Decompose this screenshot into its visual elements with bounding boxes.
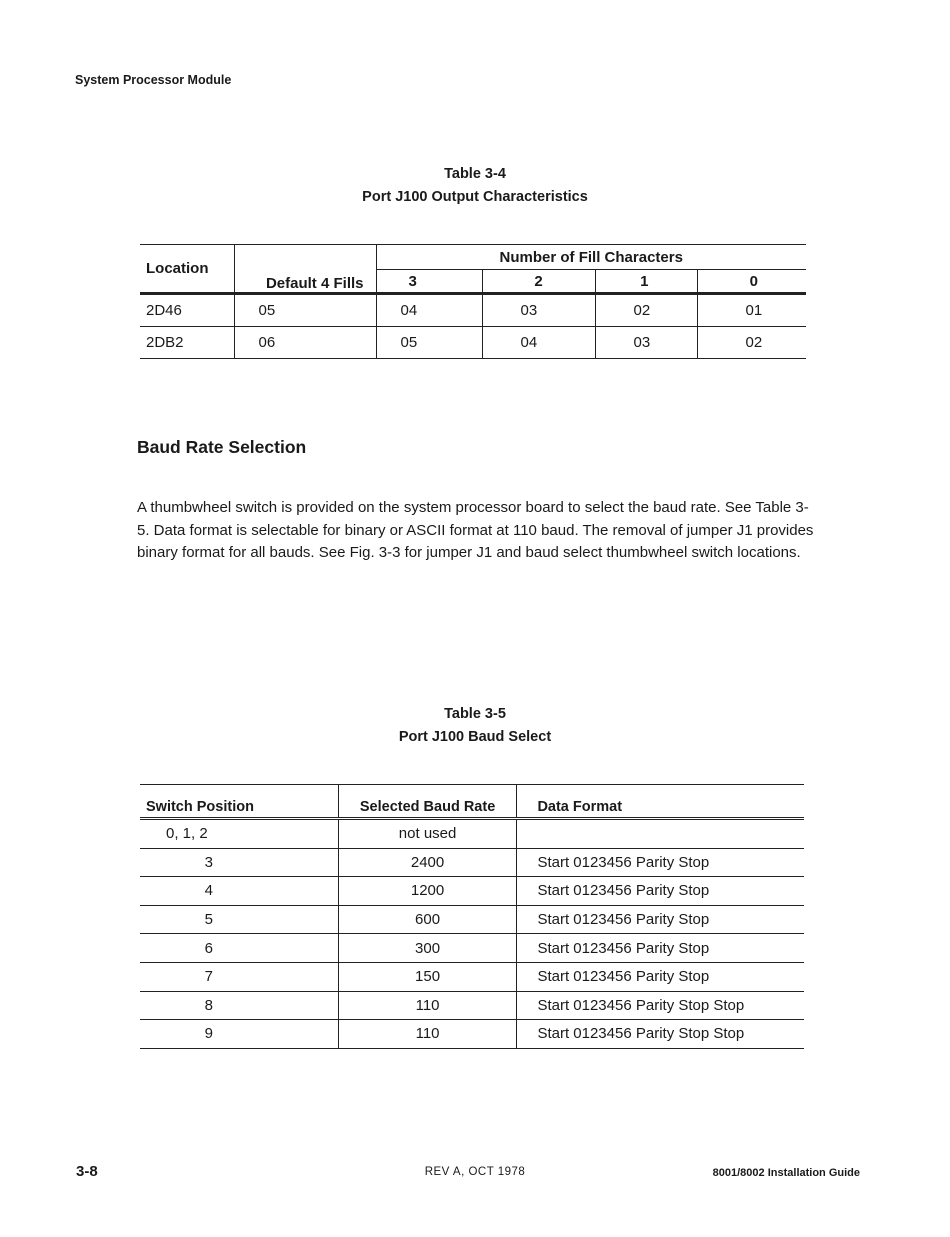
switch-position-cell: 4 (140, 877, 338, 906)
table-row (140, 934, 804, 963)
default-cell: 06 (234, 327, 376, 359)
table-row (140, 1020, 804, 1049)
location-cell: 2DB2 (140, 327, 234, 359)
table-header-row (140, 785, 804, 819)
table-row (140, 877, 804, 906)
data-format-header: Data Format (517, 785, 804, 819)
table-3-4-caption (0, 163, 950, 209)
fill-column-header: 2 (482, 270, 595, 294)
table-header-row (140, 245, 806, 270)
table-row (140, 905, 804, 934)
fill-characters-group-header: Number of Fill Characters (376, 245, 806, 270)
data-format-cell: Start 0123456 Parity Stop Stop (517, 991, 804, 1020)
baud-rate-cell: 600 (338, 905, 517, 934)
table-row (140, 819, 804, 849)
baud-rate-cell: 1200 (338, 877, 517, 906)
fill-column-header: 1 (595, 270, 697, 294)
data-format-cell (517, 819, 804, 849)
baud-select-table (140, 784, 804, 1049)
table-3-4-title: Port J100 Output Characteristics (362, 189, 588, 205)
switch-position-cell: 6 (140, 934, 338, 963)
document-title: 8001/8002 Installation Guide (712, 1167, 860, 1179)
baud-rate-header: Selected Baud Rate (338, 785, 517, 819)
default-cell: 05 (234, 294, 376, 327)
data-format-cell: Start 0123456 Parity Stop (517, 962, 804, 991)
fill-cell: 03 (595, 327, 697, 359)
table-row (140, 294, 806, 327)
page-number: 3-8 (76, 1163, 98, 1180)
baud-rate-cell: 300 (338, 934, 517, 963)
switch-position-cell: 5 (140, 905, 338, 934)
data-format-cell: Start 0123456 Parity Stop (517, 934, 804, 963)
baud-rate-cell: 110 (338, 1020, 517, 1049)
fill-column-header: 0 (697, 270, 806, 294)
switch-position-cell: 8 (140, 991, 338, 1020)
fill-cell: 05 (376, 327, 482, 359)
data-format-cell: Start 0123456 Parity Stop (517, 877, 804, 906)
data-format-cell: Start 0123456 Parity Stop (517, 848, 804, 877)
data-format-cell: Start 0123456 Parity Stop Stop (517, 1020, 804, 1049)
output-characteristics-table (140, 244, 806, 359)
table-row (140, 848, 804, 877)
switch-position-cell: 7 (140, 962, 338, 991)
fill-cell: 01 (697, 294, 806, 327)
running-header: System Processor Module (75, 73, 232, 87)
default-fills-header: Default 4 Fills (234, 245, 376, 294)
revision-label: REV A, OCT 1978 (424, 1166, 526, 1178)
fill-cell: 04 (482, 327, 595, 359)
fill-cell: 03 (482, 294, 595, 327)
table-3-5-title: Port J100 Baud Select (398, 729, 552, 745)
section-heading: Baud Rate Selection (137, 437, 307, 457)
section-paragraph: A thumbwheel switch is provided on the system processor board to select the baud rate. See Table 3-5. Data format is selectable for binary or ASCII format at 110 baud. The removal of jumper J1 provides binary format for all bauds. See Fig. 3-3 for jumper J1 and baud select thumbwheel switch locations. (137, 499, 814, 562)
table-3-5-number: Table 3-5 (444, 706, 506, 722)
location-cell: 2D46 (140, 294, 234, 327)
table-3-5-caption (0, 703, 950, 749)
baud-rate-cell: 150 (338, 962, 517, 991)
location-header: Location (140, 245, 234, 294)
switch-position-cell: 3 (140, 848, 338, 877)
table-row (140, 327, 806, 359)
fill-column-header: 3 (376, 270, 482, 294)
switch-position-cell: 9 (140, 1020, 338, 1049)
table-row (140, 991, 804, 1020)
data-format-cell: Start 0123456 Parity Stop (517, 905, 804, 934)
fill-cell: 04 (376, 294, 482, 327)
baud-rate-cell: 110 (338, 991, 517, 1020)
table-3-4-number: Table 3-4 (444, 166, 506, 182)
table-row (140, 962, 804, 991)
fill-cell: 02 (595, 294, 697, 327)
switch-position-header: Switch Position (140, 785, 338, 819)
switch-position-cell: 0, 1, 2 (140, 819, 338, 849)
baud-rate-cell: not used (338, 819, 517, 849)
fill-cell: 02 (697, 327, 806, 359)
baud-rate-cell: 2400 (338, 848, 517, 877)
